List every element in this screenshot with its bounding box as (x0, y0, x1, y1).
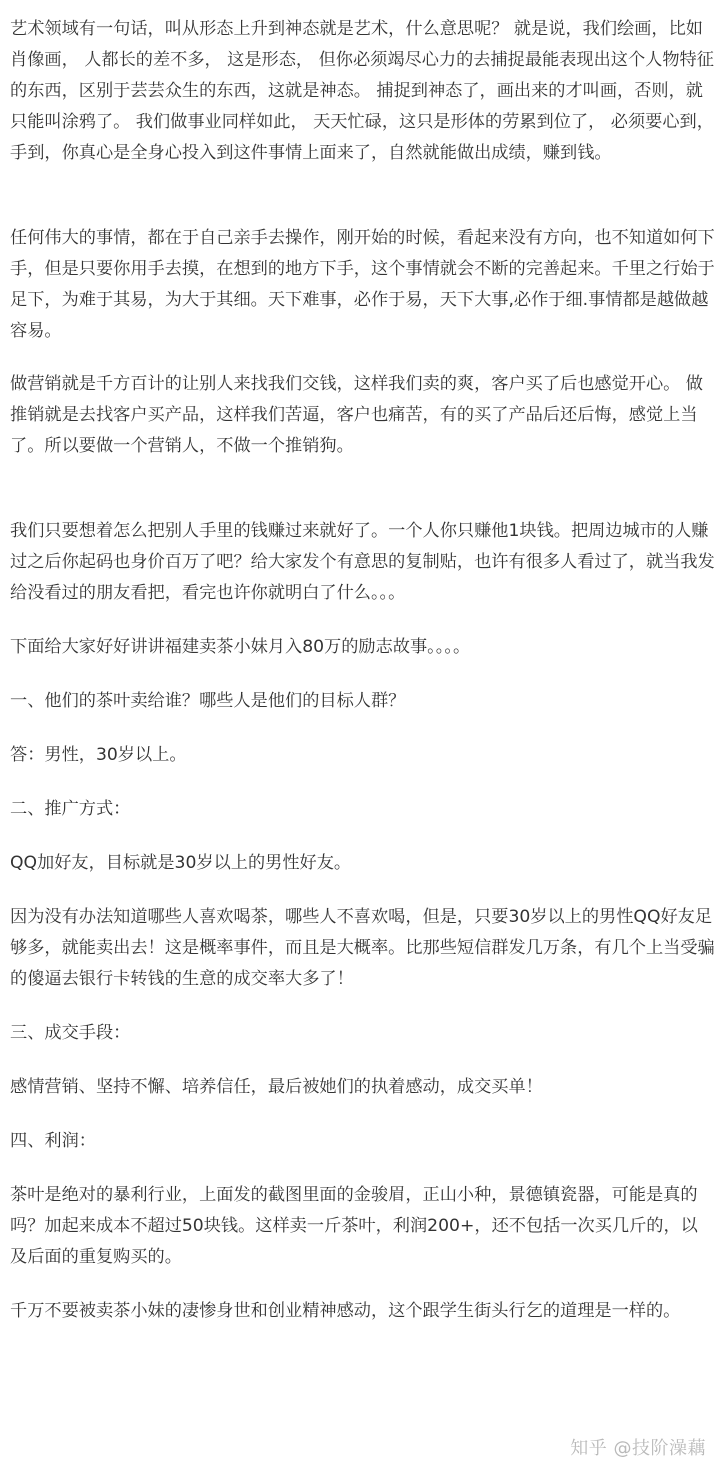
paragraph-probability: 因为没有办法知道哪些人喜欢喝茶，哪些人不喜欢喝，但是，只要30岁以上的男性QQ好友足够多，就能卖出去！这是概率事件，而且是大概率。比那些短信群发几万条，有几个上当受骗的傻逼去银行卡转钱的生意的成交率大多了！ (10, 907, 715, 989)
paragraph-spacer (10, 771, 715, 794)
paragraph-great-things: 任何伟大的事情，都在于自己亲手去操作，刚开始的时候，看起来没有方向，也不知道如何下手，但是只要你用手去摸，在想到的地方下手，这个事情就会不断的完善起来。千里之行始于足下，为难于其易，为大于其细。天下难事，必作于易，天下大事,必作于细.事情都是越做越容易。 (10, 228, 715, 341)
paragraph-marketing-vs-selling: 做营销就是千方百计的让别人来找我们交钱，这样我们卖的爽，客户买了后也感觉开心。 做推销就是去找客户买产品，这样我们苦逼，客户也痛苦，有的买了产品后还后悔，感觉上当了。所以要做一个营销人，不做一个推销狗。 (10, 374, 703, 456)
paragraph-target-answer: 答：男性，30岁以上。 (10, 745, 187, 765)
paragraph-spacer (10, 462, 715, 516)
paragraph-spacer (10, 663, 715, 686)
watermark-text: 知乎 @技阶澡藕 (570, 1438, 706, 1459)
paragraph-spacer (10, 169, 715, 223)
paragraph-spacer (10, 1103, 715, 1126)
paragraph-spacer (10, 347, 715, 369)
section-heading-profit: 四、利润： (10, 1131, 96, 1151)
paragraph-spacer (10, 1157, 715, 1180)
paragraph-spacer (10, 1049, 715, 1072)
paragraph-profit-detail: 茶叶是绝对的暴利行业，上面发的截图里面的金骏眉，正山小种，景德镇瓷器，可能是真的吗？加起来成本不超过50块钱。这样卖一斤茶叶，利润200+，还不包括一次买几斤的，以及后面的重复购买的。 (10, 1185, 698, 1267)
paragraph-art-analogy: 艺术领域有一句话，叫从形态上升到神态就是艺术，什么意思呢？ 就是说，我们绘画，比如肖像画， 人都长的差不多， 这是形态， 但你必须竭尽心力的去捕捉最能表现出这个人物特征的东西，区别于芸芸众生的东西，这就是神态。 捕捉到神态了，画出来的才叫画，否则，就只能叫涂鸦了。 我们做事业同样如此， 天天忙碌，这只是形体的劳累到位了， 必须要心到，手到，你真心是全身心投入到这件事情上面来了，自然就能做出成绩，赚到钱。 (10, 19, 714, 163)
zhihu-watermark (570, 1434, 706, 1460)
paragraph-spacer (10, 717, 715, 740)
paragraph-qq-friends: QQ加好友，目标就是30岁以上的男性好友。 (10, 853, 352, 873)
article-body (10, 14, 715, 1327)
section-heading-closing: 三、成交手段： (10, 1023, 131, 1043)
section-heading-target: 一、他们的茶叶卖给谁？哪些人是他们的目标人群？ (10, 691, 406, 711)
paragraph-final-warning: 千万不要被卖茶小妹的凄惨身世和创业精神感动，这个跟学生街头行乞的道理是一样的。 (10, 1301, 681, 1321)
paragraph-earn-money: 我们只要想着怎么把别人手里的钱赚过来就好了。一个人你只赚他1块钱。把周边城市的人赚过之后你起码也身价百万了吧？给大家发个有意思的复制贴，也许有很多人看过了，就当我发给没看过的朋友看把，看完也许你就明白了什么。。。 (10, 521, 715, 603)
paragraph-spacer (10, 879, 715, 902)
paragraph-spacer (10, 609, 715, 632)
paragraph-closing-methods: 感情营销、坚持不懈、培养信任，最后被她们的执着感动，成交买单！ (10, 1077, 543, 1097)
paragraph-spacer (10, 825, 715, 848)
paragraph-story-intro: 下面给大家好好讲讲福建卖茶小妹月入80万的励志故事。。。。 (10, 637, 471, 657)
paragraph-spacer (10, 1273, 715, 1296)
section-heading-promotion: 二、推广方式： (10, 799, 131, 819)
paragraph-spacer (10, 995, 715, 1018)
